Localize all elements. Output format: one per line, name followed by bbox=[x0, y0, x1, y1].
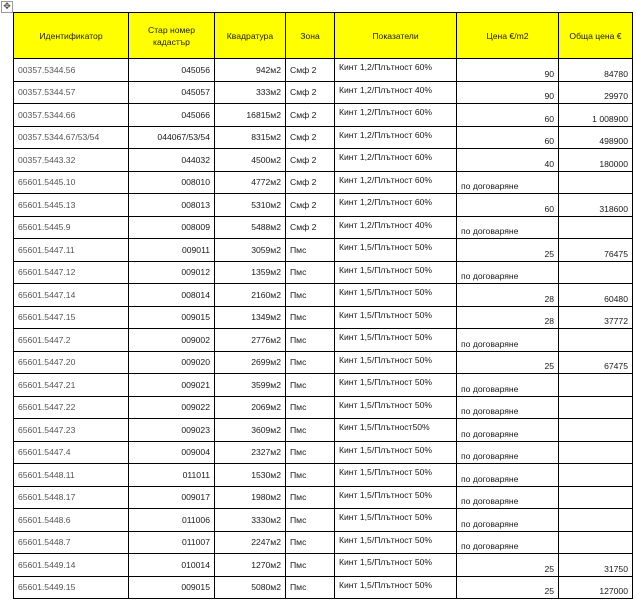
table-row bbox=[14, 81, 633, 104]
cell-id: 65601.5447.12 bbox=[14, 261, 129, 284]
cell-id: 65601.5447.21 bbox=[14, 374, 129, 397]
cell-price: 25 bbox=[457, 576, 559, 599]
cell-price: по договаряне bbox=[457, 419, 559, 442]
cell-indicators: Кинт 1,5/Плътност 50% bbox=[335, 464, 457, 487]
cell-old-cadastre: 011006 bbox=[129, 509, 215, 532]
table-row bbox=[14, 419, 633, 442]
cell-old-cadastre: 009017 bbox=[129, 486, 215, 509]
cell-id: 65601.5447.11 bbox=[14, 239, 129, 262]
cell-area: 1270м2 bbox=[215, 554, 286, 577]
cell-price: 28 bbox=[457, 284, 559, 307]
cell-total: 31750 bbox=[559, 554, 633, 577]
cell-old-cadastre: 008013 bbox=[129, 194, 215, 217]
cell-old-cadastre: 009022 bbox=[129, 396, 215, 419]
cell-zone: Пмс bbox=[286, 554, 335, 577]
cell-id: 00357.5344.66 bbox=[14, 104, 129, 127]
cell-indicators: Кинт 1,5/Плътност 50% bbox=[335, 329, 457, 352]
header-old-cadastre: Стар номер кадастър bbox=[129, 13, 215, 59]
cell-old-cadastre: 009020 bbox=[129, 351, 215, 374]
cell-id: 65601.5447.15 bbox=[14, 306, 129, 329]
cell-price: по договаряне bbox=[457, 216, 559, 239]
cell-area: 3330м2 bbox=[215, 509, 286, 532]
table-row bbox=[14, 261, 633, 284]
cell-zone: Пмс bbox=[286, 351, 335, 374]
cell-id: 65601.5447.14 bbox=[14, 284, 129, 307]
cell-indicators: Кинт 1,5/Плътност 50% bbox=[335, 351, 457, 374]
cell-old-cadastre: 008014 bbox=[129, 284, 215, 307]
cell-old-cadastre: 008009 bbox=[129, 216, 215, 239]
cell-area: 4772м2 bbox=[215, 171, 286, 194]
cell-id: 65601.5445.9 bbox=[14, 216, 129, 239]
cell-old-cadastre: 008010 bbox=[129, 171, 215, 194]
cell-price: по договаряне bbox=[457, 329, 559, 352]
cell-total bbox=[559, 419, 633, 442]
cell-price: 40 bbox=[457, 149, 559, 172]
cell-indicators: Кинт 1,2/Плътност 40% bbox=[335, 81, 457, 104]
table-row bbox=[14, 104, 633, 127]
cell-zone: Пмс bbox=[286, 576, 335, 599]
cell-old-cadastre: 044032 bbox=[129, 149, 215, 172]
cell-zone: Пмс bbox=[286, 464, 335, 487]
cell-old-cadastre: 009012 bbox=[129, 261, 215, 284]
table-row bbox=[14, 554, 633, 577]
cell-zone: Смф 2 bbox=[286, 171, 335, 194]
table-row bbox=[14, 194, 633, 217]
cell-price: 60 bbox=[457, 194, 559, 217]
cell-indicators: Кинт 1,5/Плътност 50% bbox=[335, 531, 457, 554]
cell-price: по договаряне bbox=[457, 261, 559, 284]
cell-zone: Смф 2 bbox=[286, 194, 335, 217]
cell-price: 28 bbox=[457, 306, 559, 329]
cell-zone: Пмс bbox=[286, 486, 335, 509]
cell-total: 60480 bbox=[559, 284, 633, 307]
cell-id: 00357.5443.32 bbox=[14, 149, 129, 172]
cell-zone: Пмс bbox=[286, 396, 335, 419]
cell-id: 65601.5447.23 bbox=[14, 419, 129, 442]
cell-indicators: Кинт 1,5/Плътност 50% bbox=[335, 576, 457, 599]
cell-area: 8315м2 bbox=[215, 126, 286, 149]
cell-old-cadastre: 009015 bbox=[129, 576, 215, 599]
cell-area: 1530м2 bbox=[215, 464, 286, 487]
cell-area: 2247м2 bbox=[215, 531, 286, 554]
cell-indicators: Кинт 1,2/Плътност 60% bbox=[335, 149, 457, 172]
cell-zone: Пмс bbox=[286, 374, 335, 397]
cell-id: 65601.5447.2 bbox=[14, 329, 129, 352]
cell-total: 67475 bbox=[559, 351, 633, 374]
cell-total bbox=[559, 531, 633, 554]
table-row bbox=[14, 329, 633, 352]
cell-price: по договаряне bbox=[457, 509, 559, 532]
cell-indicators: Кинт 1,5/Плътност50% bbox=[335, 419, 457, 442]
cell-total bbox=[559, 441, 633, 464]
cell-total bbox=[559, 509, 633, 532]
cell-id: 00357.5344.57 bbox=[14, 81, 129, 104]
cell-indicators: Кинт 1,5/Плътност 50% bbox=[335, 486, 457, 509]
cell-id: 65601.5448.11 bbox=[14, 464, 129, 487]
cell-indicators: Кинт 1,2/Плътност 60% bbox=[335, 59, 457, 82]
cell-zone: Пмс bbox=[286, 419, 335, 442]
header-area: Квадратура bbox=[215, 13, 286, 59]
cell-area: 2327м2 bbox=[215, 441, 286, 464]
cell-price: 25 bbox=[457, 239, 559, 262]
cell-old-cadastre: 045066 bbox=[129, 104, 215, 127]
cell-area: 5080м2 bbox=[215, 576, 286, 599]
cell-zone: Смф 2 bbox=[286, 216, 335, 239]
cell-zone: Пмс bbox=[286, 509, 335, 532]
cell-price: по договаряне bbox=[457, 374, 559, 397]
cell-area: 2776м2 bbox=[215, 329, 286, 352]
cell-price: по договаряне bbox=[457, 441, 559, 464]
cell-old-cadastre: 045057 bbox=[129, 81, 215, 104]
cell-zone: Смф 2 bbox=[286, 81, 335, 104]
cell-old-cadastre: 009011 bbox=[129, 239, 215, 262]
cell-total bbox=[559, 261, 633, 284]
cell-area: 4500м2 bbox=[215, 149, 286, 172]
cell-zone: Пмс bbox=[286, 306, 335, 329]
cell-zone: Смф 2 bbox=[286, 59, 335, 82]
table-row bbox=[14, 59, 633, 82]
cell-total: 318600 bbox=[559, 194, 633, 217]
table-row bbox=[14, 464, 633, 487]
cell-total: 29970 bbox=[559, 81, 633, 104]
cell-total bbox=[559, 486, 633, 509]
table-row bbox=[14, 306, 633, 329]
cell-zone: Смф 2 bbox=[286, 126, 335, 149]
cell-area: 5488м2 bbox=[215, 216, 286, 239]
cell-indicators: Кинт 1,5/Плътност 50% bbox=[335, 441, 457, 464]
cell-area: 3609м2 bbox=[215, 419, 286, 442]
cell-id: 65601.5448.7 bbox=[14, 531, 129, 554]
cell-price: по договаряне bbox=[457, 486, 559, 509]
table-row bbox=[14, 396, 633, 419]
move-cross-icon[interactable]: ✥ bbox=[1, 1, 13, 13]
cell-old-cadastre: 009004 bbox=[129, 441, 215, 464]
cell-indicators: Кинт 1,5/Плътност 50% bbox=[335, 374, 457, 397]
header-id: Идентификатор bbox=[14, 13, 129, 59]
cell-area: 3059м2 bbox=[215, 239, 286, 262]
table-row bbox=[14, 531, 633, 554]
cell-total: 180000 bbox=[559, 149, 633, 172]
cell-price: по договаряне bbox=[457, 396, 559, 419]
cell-price: 60 bbox=[457, 104, 559, 127]
cell-indicators: Кинт 1,5/Плътност 50% bbox=[335, 396, 457, 419]
table-row bbox=[14, 351, 633, 374]
cell-total: 84780 bbox=[559, 59, 633, 82]
cell-zone: Пмс bbox=[286, 329, 335, 352]
cell-id: 65601.5448.6 bbox=[14, 509, 129, 532]
cell-indicators: Кинт 1,5/Плътност 50% bbox=[335, 306, 457, 329]
table-row bbox=[14, 149, 633, 172]
table-row bbox=[14, 216, 633, 239]
cell-price: по договаряне bbox=[457, 531, 559, 554]
cell-area: 2069м2 bbox=[215, 396, 286, 419]
cell-indicators: Кинт 1,5/Плътност 50% bbox=[335, 284, 457, 307]
table-row bbox=[14, 171, 633, 194]
cell-id: 65601.5447.20 bbox=[14, 351, 129, 374]
cell-area: 3599м2 bbox=[215, 374, 286, 397]
cell-total: 76475 bbox=[559, 239, 633, 262]
table-row bbox=[14, 486, 633, 509]
cell-id: 65601.5448.17 bbox=[14, 486, 129, 509]
cell-total: 498900 bbox=[559, 126, 633, 149]
cell-total: 1 008900 bbox=[559, 104, 633, 127]
table-row bbox=[14, 284, 633, 307]
cell-id: 65601.5445.10 bbox=[14, 171, 129, 194]
table-row bbox=[14, 239, 633, 262]
table-body bbox=[14, 59, 633, 599]
cell-zone: Пмс bbox=[286, 441, 335, 464]
table-row bbox=[14, 441, 633, 464]
cell-zone: Смф 2 bbox=[286, 149, 335, 172]
cell-id: 00357.5344.56 bbox=[14, 59, 129, 82]
cell-old-cadastre: 045056 bbox=[129, 59, 215, 82]
table-row bbox=[14, 126, 633, 149]
cell-price: 90 bbox=[457, 59, 559, 82]
header-zone: Зона bbox=[286, 13, 335, 59]
table-row bbox=[14, 576, 633, 599]
property-table bbox=[13, 12, 633, 599]
cell-total bbox=[559, 216, 633, 239]
cell-area: 2699м2 bbox=[215, 351, 286, 374]
cell-area: 1359м2 bbox=[215, 261, 286, 284]
cell-zone: Пмс bbox=[286, 261, 335, 284]
cell-total bbox=[559, 464, 633, 487]
cell-price: 90 bbox=[457, 81, 559, 104]
header-total: Обща цена € bbox=[559, 13, 633, 59]
table-row bbox=[14, 509, 633, 532]
cell-area: 333м2 bbox=[215, 81, 286, 104]
cell-area: 1980м2 bbox=[215, 486, 286, 509]
cell-zone: Смф 2 bbox=[286, 104, 335, 127]
cell-total bbox=[559, 171, 633, 194]
cell-id: 00357.5344.67/53/54 bbox=[14, 126, 129, 149]
cell-indicators: Кинт 1,2/Плътност 60% bbox=[335, 104, 457, 127]
cell-total bbox=[559, 396, 633, 419]
cell-old-cadastre: 044067/53/54 bbox=[129, 126, 215, 149]
table-row bbox=[14, 374, 633, 397]
cell-indicators: Кинт 1,2/Плътност 60% bbox=[335, 194, 457, 217]
cell-indicators: Кинт 1,5/Плътност 50% bbox=[335, 239, 457, 262]
cell-indicators: Кинт 1,2/Плътност 60% bbox=[335, 126, 457, 149]
cell-old-cadastre: 011011 bbox=[129, 464, 215, 487]
cell-indicators: Кинт 1,5/Плътност 50% bbox=[335, 509, 457, 532]
cell-price: 60 bbox=[457, 126, 559, 149]
cell-id: 65601.5449.15 bbox=[14, 576, 129, 599]
cell-zone: Пмс bbox=[286, 239, 335, 262]
cell-area: 1349м2 bbox=[215, 306, 286, 329]
cell-old-cadastre: 011007 bbox=[129, 531, 215, 554]
header-price: Цена €/m2 bbox=[457, 13, 559, 59]
cell-total: 37772 bbox=[559, 306, 633, 329]
cell-area: 942м2 bbox=[215, 59, 286, 82]
cell-old-cadastre: 009002 bbox=[129, 329, 215, 352]
cell-old-cadastre: 009021 bbox=[129, 374, 215, 397]
table-header-row bbox=[14, 13, 633, 59]
cell-area: 16815м2 bbox=[215, 104, 286, 127]
cell-old-cadastre: 009023 bbox=[129, 419, 215, 442]
cell-id: 65601.5447.4 bbox=[14, 441, 129, 464]
cell-indicators: Кинт 1,2/Плътност 60% bbox=[335, 171, 457, 194]
cell-total: 127000 bbox=[559, 576, 633, 599]
cell-area: 5310м2 bbox=[215, 194, 286, 217]
cell-price: 25 bbox=[457, 351, 559, 374]
cell-area: 2160м2 bbox=[215, 284, 286, 307]
cell-id: 65601.5449.14 bbox=[14, 554, 129, 577]
cell-id: 65601.5445.13 bbox=[14, 194, 129, 217]
cell-total bbox=[559, 329, 633, 352]
cell-indicators: Кинт 1,2/Плътност 40% bbox=[335, 216, 457, 239]
cell-id: 65601.5447.22 bbox=[14, 396, 129, 419]
cell-total bbox=[559, 374, 633, 397]
cell-zone: Пмс bbox=[286, 531, 335, 554]
cell-indicators: Кинт 1,5/Плътност 50% bbox=[335, 554, 457, 577]
header-indicators: Показатели bbox=[335, 13, 457, 59]
cell-zone: Пмс bbox=[286, 284, 335, 307]
cell-price: по договаряне bbox=[457, 171, 559, 194]
cell-price: по договаряне bbox=[457, 464, 559, 487]
cell-indicators: Кинт 1,5/Плътност 50% bbox=[335, 261, 457, 284]
cell-price: 25 bbox=[457, 554, 559, 577]
cell-old-cadastre: 010014 bbox=[129, 554, 215, 577]
cell-old-cadastre: 009015 bbox=[129, 306, 215, 329]
